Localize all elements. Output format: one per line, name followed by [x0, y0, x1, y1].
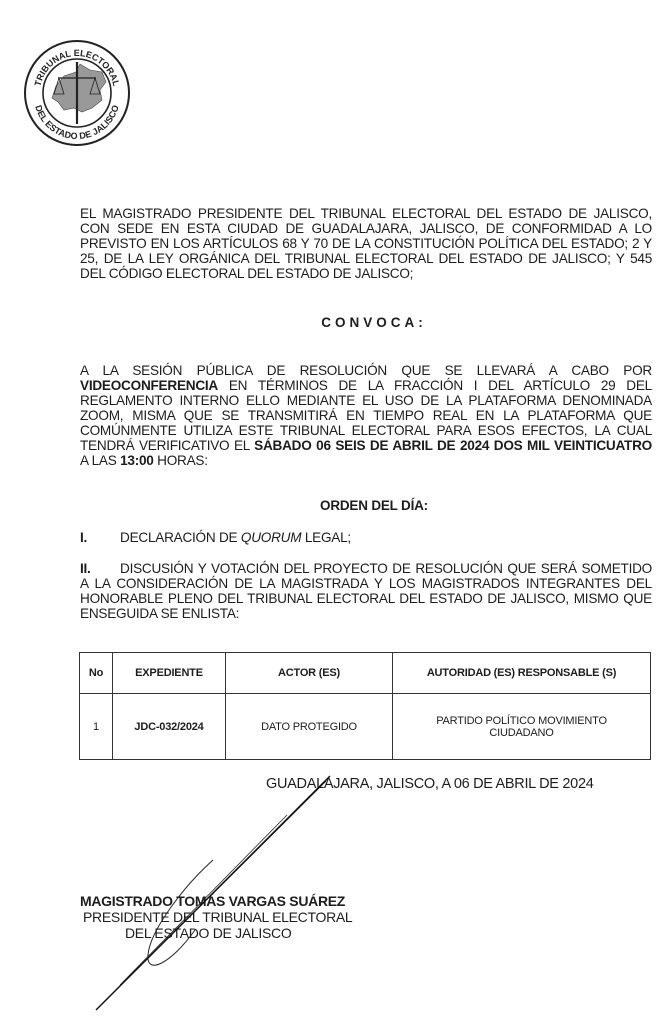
agenda-item-2: [80, 561, 652, 621]
table-header-row: [80, 653, 651, 694]
cell-expediente: JDC-032/2024: [113, 694, 226, 760]
session-line: [80, 453, 652, 468]
header-expediente: EXPEDIENTE: [113, 653, 226, 694]
videoconferencia-text: VIDEOCONFERENCIA: [80, 378, 218, 393]
cell-autoridad: [393, 694, 651, 760]
table-row: [80, 694, 651, 760]
signatory-title: PRESIDENTE DEL TRIBUNAL ELECTORAL: [83, 909, 353, 925]
signatory-title: DEL ESTADO DE JALISCO: [125, 925, 292, 941]
intro-line: 25, DE LA LEY ORGÁNICA DEL TRIBUNAL ELECTORAL DEL ESTADO DE JALISCO; Y 545: [80, 251, 652, 266]
header-actor: ACTOR (ES): [226, 653, 393, 694]
autoridad-line: CIUDADANO: [489, 726, 554, 739]
signatory-name: MAGISTRADO TOMÁS VARGAS SUÁREZ: [80, 893, 346, 909]
intro-line: PREVISTO EN LOS ARTÍCULOS 68 Y 70 DE LA CONSTITUCIÓN POLÍTICA DEL ESTADO; 2 Y: [80, 236, 652, 251]
agenda-line: HONORABLE PLENO DEL TRIBUNAL ELECTORAL DEL ESTADO DE JALISCO, MISMO QUE: [80, 591, 652, 606]
place-date: GUADALAJARA, JALISCO, A 06 DE ABRIL DE 2024: [266, 776, 594, 792]
agenda-text: LEGAL;: [301, 530, 351, 545]
agenda-text: DECLARACIÓN DE: [120, 530, 241, 545]
agenda-line: ENSEGUIDA SE ENLISTA:: [80, 606, 240, 621]
agenda-item-1: [80, 530, 652, 545]
session-text: TENDRÁ VERIFICATIVO EL: [80, 438, 255, 453]
agenda-line: [80, 561, 652, 576]
autoridad-line: PARTIDO POLÍTICO MOVIMIENTO: [436, 714, 607, 727]
session-line: [80, 378, 652, 393]
agenda-line: A LA CONSIDERACIÓN DE LA MAGISTRADA Y LOS MAGISTRADOS INTEGRANTES DEL: [80, 576, 652, 591]
header-no: No: [80, 653, 113, 694]
agenda-item-number: I.: [80, 530, 88, 545]
agenda-item-number: II.: [80, 561, 91, 576]
tribunal-seal-logo: [22, 38, 132, 148]
cell-actor: DATO PROTEGIDO: [226, 694, 393, 760]
session-text: A LAS: [80, 453, 121, 468]
cell-no: 1: [80, 694, 113, 760]
expedientes-table: [79, 652, 651, 760]
session-date: SÁBADO 06 SEIS DE ABRIL DE 2024 DOS MIL VEINTICUATRO: [254, 438, 652, 453]
agenda-text: DISCUSIÓN Y VOTACIÓN DEL PROYECTO DE RESOLUCIÓN QUE SERÁ SOMETIDO: [120, 561, 652, 576]
session-line: A LA SESIÓN PÚBLICA DE RESOLUCIÓN QUE SE LLEVARÁ A CABO POR: [80, 363, 652, 378]
session-line: REGLAMENTO INTERNO ELLO MEDIANTE EL USO DE LA PLATAFORMA DENOMINADA: [80, 393, 652, 408]
session-line: ZOOM, MISMA QUE SE TRANSMITIRÁ EN TIEMPO REAL EN LA PLATAFORMA QUE: [80, 408, 652, 423]
seal-top-text: TRIBUNAL ELECTORAL: [32, 47, 122, 88]
intro-line: EL MAGISTRADO PRESIDENTE DEL TRIBUNAL ELECTORAL DEL ESTADO DE JALISCO,: [80, 206, 652, 221]
signatory-block: [80, 893, 352, 941]
orden-del-dia-heading: ORDEN DEL DÍA:: [320, 498, 428, 513]
intro-line: CON SEDE EN ESTA CIUDAD DE GUADALAJARA, JALISCO, DE CONFORMIDAD A LO: [80, 221, 652, 236]
header-autoridad: AUTORIDAD (ES) RESPONSABLE (S): [393, 653, 651, 694]
session-line: [80, 438, 652, 453]
session-text: EN TÉRMINOS DE LA FRACCIÓN I DEL ARTÍCULO 29 DEL: [218, 378, 652, 393]
session-paragraph: [80, 363, 652, 468]
session-line: COMÚNMENTE UTILIZA ESTE TRIBUNAL ELECTORAL PARA ESOS EFECTOS, LA CUAL: [80, 423, 652, 438]
convoca-heading: CONVOCA:: [321, 315, 427, 330]
session-time: 13:00: [120, 453, 154, 468]
intro-line: DEL CÓDIGO ELECTORAL DEL ESTADO DE JALISCO;: [80, 266, 414, 281]
quorum-text: QUORUM: [240, 530, 302, 545]
intro-paragraph: [80, 206, 652, 281]
seal-bottom-text: DEL ESTADO DE JALISCO: [33, 103, 121, 142]
session-text: HORAS:: [153, 453, 208, 468]
